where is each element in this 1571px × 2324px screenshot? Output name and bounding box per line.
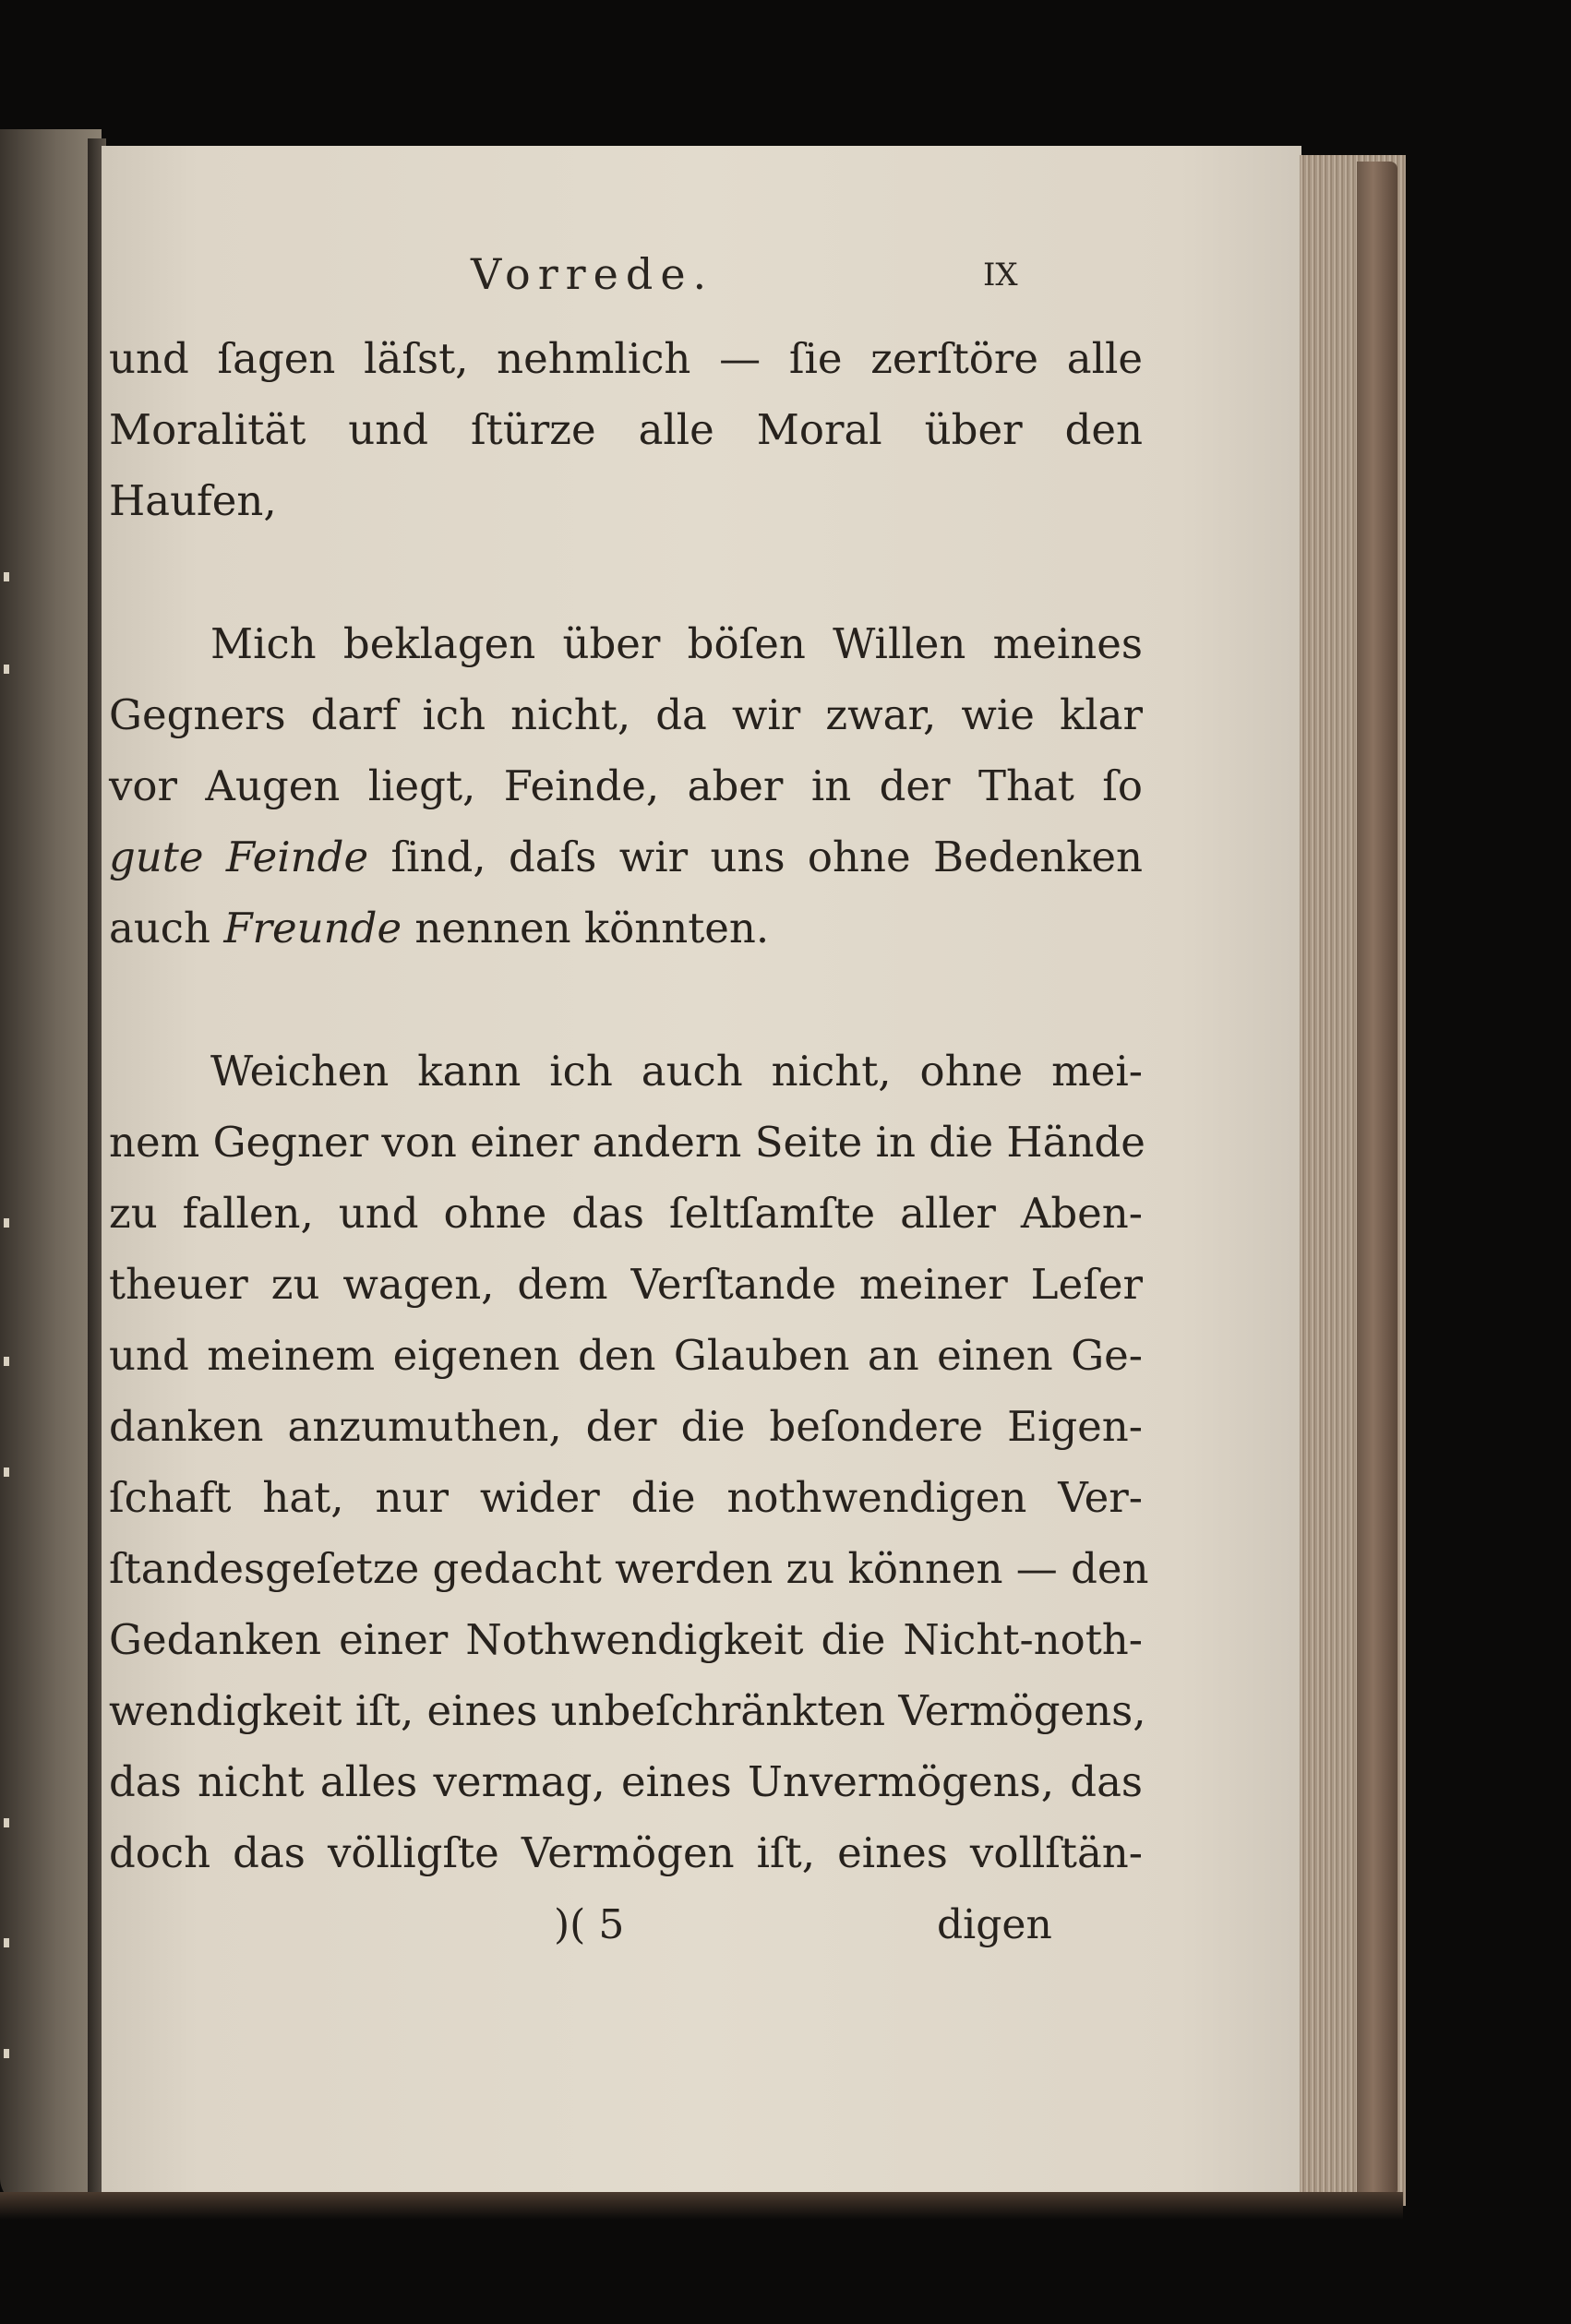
text-line: ſchaft hat, nur wider die nothwendigen Ver- [109,1473,1143,1522]
text-line: das nicht alles vermag, eines Unvermögens, das [109,1757,1143,1806]
page-footer [0,1901,1571,1957]
left-page-marks [0,129,18,2206]
text-line: Weichen kann ich auch nicht, ohne mei- [210,1047,1143,1096]
paragraph-1 [109,323,1143,536]
bottom-shadow [0,2192,1403,2220]
body-text [109,323,1149,1888]
text-line: danken anzumuthen, der die beſondere Eigen- [109,1402,1143,1451]
paragraph-2 [109,608,1143,964]
text-line: theuer zu wagen, dem Verſtande meiner Leſer [109,1260,1143,1309]
text-line: Mich beklagen über böſen Willen meines [210,619,1143,668]
emphasis-freunde: Freunde [223,904,402,952]
paragraph-3 [109,1036,1149,1888]
text-line [109,821,1143,892]
paragraph-gap [109,964,1143,1036]
text-line: Moralität und ſtürze alle Moral über den [109,405,1143,454]
text-line: ſtandesgeſetze gedacht werden zu können — den [109,1544,1149,1593]
book-cover-edge [1357,162,1397,2197]
running-title: Vorrede. [471,249,714,299]
text-segment: nennen könnten. [402,904,770,952]
text-line: und meinem eigenen den Glauben an einen Ge- [109,1331,1143,1380]
text-segment: auch [109,904,224,952]
text-line: und ſagen läſst, nehmlich — ſie zerſtöre alle [109,334,1143,383]
left-page-edge [0,129,102,2206]
catchword: digen [937,1901,1052,1948]
text-line: doch das völligſte Vermögen iſt, eines vollſtän- [109,1828,1143,1877]
text-line [109,892,1143,964]
text-line: Haufen, [109,476,277,525]
text-line: Gedanken einer Nothwendigkeit die Nicht-noth- [109,1615,1143,1664]
text-segment: ſind, daſs wir uns ohne Bedenken [368,833,1143,881]
emphasis-gute-feinde: gute Feinde [109,833,369,881]
text-line: zu fallen, und ohne das ſeltſamſte aller Aben- [109,1189,1143,1238]
text-line: wendigkeit iſt, eines unbeſchränkten Vermögens, [109,1686,1146,1735]
signature-mark: )( 5 [554,1901,625,1948]
paragraph-gap [109,536,1143,608]
text-line: nem Gegner von einer andern Seite in die Hände [109,1118,1145,1167]
text-line: vor Augen liegt, Feinde, aber in der That ſo [109,761,1143,810]
page-header [0,249,1571,305]
page-number: IX [983,257,1018,293]
text-line: Gegners darf ich nicht, da wir zwar, wie klar [109,690,1143,739]
